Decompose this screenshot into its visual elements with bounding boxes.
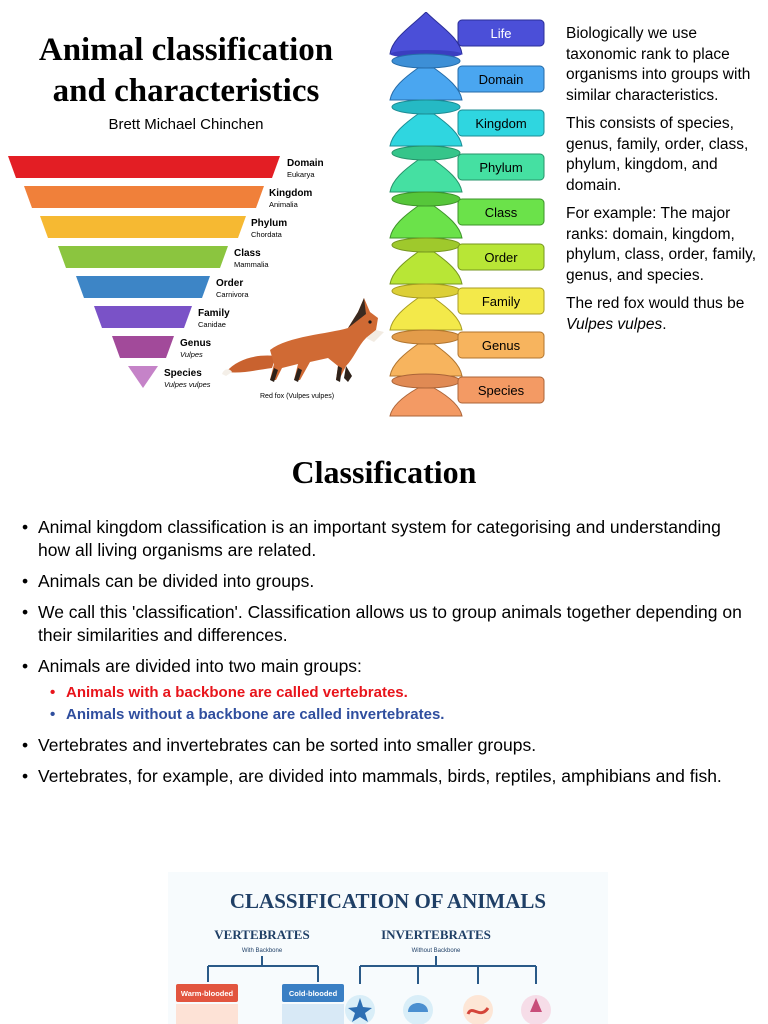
description-text: The red fox would thus be xyxy=(566,295,745,312)
list-item xyxy=(22,655,752,726)
fox-caption: Red fox (Vulpes vulpes) xyxy=(260,393,335,400)
rank-bell-order xyxy=(390,238,462,284)
invertebrates-subheading: Without Backbone xyxy=(411,948,461,954)
rank-bell-family xyxy=(390,284,462,330)
pyramid-bar-kingdom xyxy=(24,186,264,208)
rank-label-species: Species xyxy=(477,383,525,398)
pyramid-example-genus: Vulpes xyxy=(180,350,203,359)
pyramid-example-phylum: Chordata xyxy=(251,230,282,239)
taxonomy-description xyxy=(566,24,762,343)
pyramid-label-kingdom: Kingdom xyxy=(269,188,313,199)
vertebrates-subheading: With Backbone xyxy=(241,948,283,954)
rank-bell-life xyxy=(390,12,462,58)
pyramid-label-order: Order xyxy=(216,278,244,289)
vertebrates-heading: VERTEBRATES xyxy=(214,927,310,942)
rank-label-life: Life xyxy=(490,26,512,41)
rank-bell-domain xyxy=(390,54,462,100)
description-paragraph: Biologically we use taxonomic rank to place organisms into groups with similar characteristics. xyxy=(566,25,751,104)
sub-list xyxy=(38,682,752,726)
description-paragraph xyxy=(566,294,762,335)
pyramid-label-family: Family xyxy=(198,308,230,319)
pyramid-example-order: Carnivora xyxy=(216,290,249,299)
rank-bell-genus xyxy=(390,330,462,376)
page-title: Animal classification and characteristics xyxy=(38,32,334,109)
mammal-panel xyxy=(176,1004,238,1024)
pyramid-bar-class xyxy=(58,246,228,268)
cold-blooded-label: Cold-blooded xyxy=(288,989,338,998)
pyramid-example-family: Canidae xyxy=(198,320,226,329)
pyramid-bar-family xyxy=(94,306,192,328)
rank-label-class: Class xyxy=(484,205,518,220)
pyramid-bar-order xyxy=(76,276,210,298)
fish-panel xyxy=(282,1004,344,1024)
rank-bell-phylum xyxy=(390,146,462,192)
sub-list-item-invertebrates: • Animals without a backbone are called invertebrates. xyxy=(50,704,752,726)
rank-label-order: Order xyxy=(484,250,518,265)
sub-list-item-vertebrates: • Animals with a backbone are called vertebrates. xyxy=(50,682,752,704)
list-item: • Vertebrates, for example, are divided into mammals, birds, reptiles, amphibians and fish. xyxy=(22,765,752,788)
list-item: • Animal kingdom classification is an important system for categorising and understanding how all living organisms are related. xyxy=(22,516,752,562)
pyramid-label-class: Class xyxy=(234,248,261,259)
invertebrates-heading: INVERTEBRATES xyxy=(381,927,491,942)
warm-blooded-label: Warm-blooded xyxy=(180,989,234,998)
description-paragraph: This consists of species, genus, family, order, class, phylum, kingdom, and domain. xyxy=(566,115,749,194)
rank-bell-class xyxy=(390,192,462,238)
author-name: Brett Michael Chinchen xyxy=(108,116,264,133)
rank-label-family: Family xyxy=(481,294,521,309)
description-paragraph: For example: The major ranks: domain, kingdom, phylum, class, order, family, genus, and species. xyxy=(566,205,757,284)
rank-label-phylum: Phylum xyxy=(479,160,523,175)
section-heading: Classification xyxy=(291,454,477,490)
species-name: Vulpes vulpes xyxy=(566,315,663,333)
pyramid-example-kingdom: Animalia xyxy=(269,200,298,209)
fox-icon xyxy=(222,298,384,382)
pyramid-bar-genus xyxy=(112,336,174,358)
pyramid-label-genus: Genus xyxy=(180,338,212,349)
pyramid-bar-phylum xyxy=(40,216,246,238)
pyramid-example-species: Vulpes vulpes xyxy=(164,380,211,389)
rank-label-kingdom: Kingdom xyxy=(475,116,527,131)
classification-bullets xyxy=(22,516,752,796)
rank-bell-species xyxy=(390,374,462,416)
classification-infographic xyxy=(168,872,608,1024)
rank-label-genus: Genus xyxy=(481,338,521,353)
pyramid-bar-domain xyxy=(8,156,280,178)
list-item: • We call this 'classification'. Classification allows us to group animals together depending on their similarities and differences. xyxy=(22,601,752,647)
list-item: • Animals can be divided into groups. xyxy=(22,570,752,593)
list-item-text: Animals are divided into two main groups: xyxy=(38,656,362,676)
pyramid-label-phylum: Phylum xyxy=(251,218,288,229)
pyramid-example-class: Mammalia xyxy=(234,260,269,269)
description-text: . xyxy=(662,315,667,333)
pyramid-bar-species xyxy=(128,366,158,388)
rank-label-domain: Domain xyxy=(478,72,524,87)
red-fox-illustration xyxy=(218,272,388,404)
pyramid-label-domain: Domain xyxy=(287,158,324,169)
infographic-title: CLASSIFICATION OF ANIMALS xyxy=(229,889,547,913)
pyramid-example-domain: Eukarya xyxy=(287,170,315,179)
pyramid-label-species: Species xyxy=(164,368,202,379)
taxonomic-rank-stack xyxy=(384,12,550,424)
rank-bell-kingdom xyxy=(390,100,462,146)
list-item: • Vertebrates and invertebrates can be sorted into smaller groups. xyxy=(22,734,752,757)
